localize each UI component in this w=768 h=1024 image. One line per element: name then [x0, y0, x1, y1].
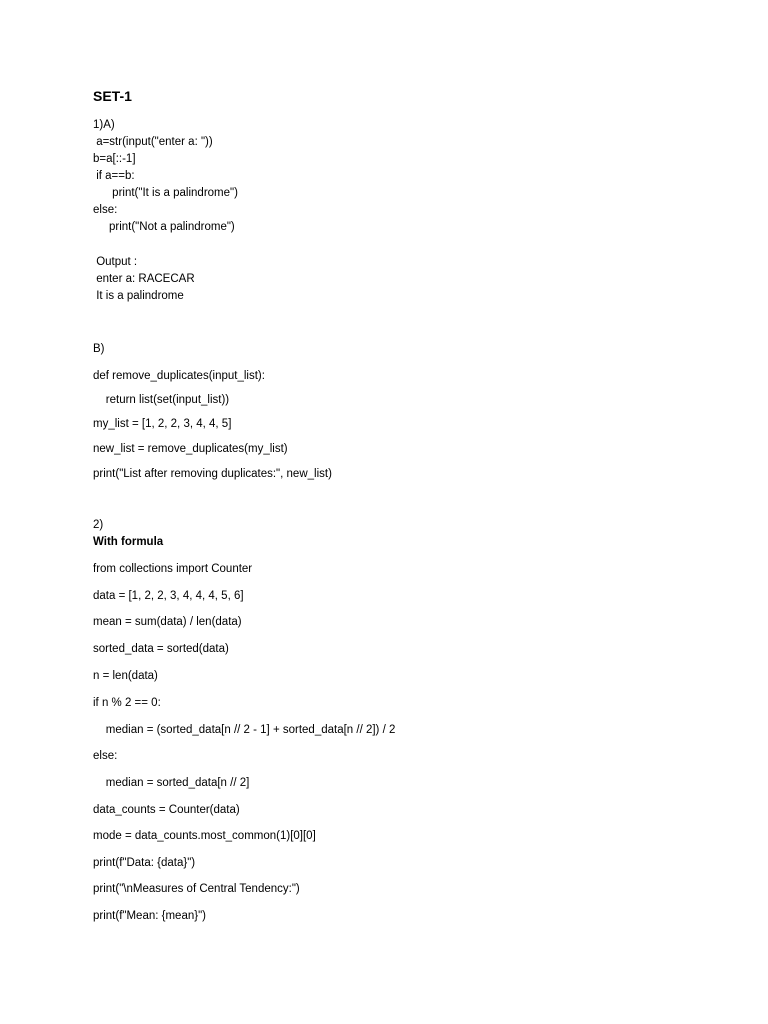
code-line: data = [1, 2, 2, 3, 4, 4, 4, 5, 6] — [93, 590, 244, 602]
code-line: data_counts = Counter(data) — [93, 804, 240, 816]
q2-heading: With formula — [93, 536, 164, 548]
q1a-label: 1)A) — [93, 119, 115, 131]
q2-label: 2) — [93, 519, 104, 531]
code-line: from collections import Counter — [93, 563, 253, 575]
code-line: print(f"Data: {data}") — [93, 857, 196, 869]
code-line: print("\nMeasures of Central Tendency:") — [93, 883, 300, 895]
code-line: if n % 2 == 0: — [93, 697, 161, 709]
code-line: else: — [93, 750, 118, 762]
code-line: if a==b: — [93, 170, 135, 182]
output-line: enter a: RACECAR — [93, 273, 195, 285]
code-line: else: — [93, 204, 118, 216]
code-line: n = len(data) — [93, 670, 158, 682]
code-line: print("It is a palindrome") — [93, 187, 238, 199]
code-line: my_list = [1, 2, 2, 3, 4, 4, 5] — [93, 418, 232, 430]
q1b-label: B) — [93, 343, 105, 355]
code-line: b=a[::-1] — [93, 153, 136, 165]
output-line: It is a palindrome — [93, 290, 184, 302]
code-line: a=str(input("enter a: ")) — [93, 136, 213, 148]
code-line: median = (sorted_data[n // 2 - 1] + sorted_data[n // 2]) / 2 — [93, 724, 396, 736]
document-title: SET-1 — [93, 88, 132, 104]
output-line: Output : — [93, 256, 138, 268]
code-line: mean = sum(data) / len(data) — [93, 616, 242, 628]
code-line: return list(set(input_list)) — [93, 394, 230, 406]
code-line: def remove_duplicates(input_list): — [93, 370, 265, 382]
code-line: sorted_data = sorted(data) — [93, 643, 229, 655]
code-line: median = sorted_data[n // 2] — [93, 777, 250, 789]
code-line: mode = data_counts.most_common(1)[0][0] — [93, 830, 316, 842]
code-line: print("List after removing duplicates:", new_list) — [93, 468, 332, 480]
code-line: new_list = remove_duplicates(my_list) — [93, 443, 288, 455]
code-line: print(f"Mean: {mean}") — [93, 910, 206, 922]
code-line: print("Not a palindrome") — [93, 221, 235, 233]
